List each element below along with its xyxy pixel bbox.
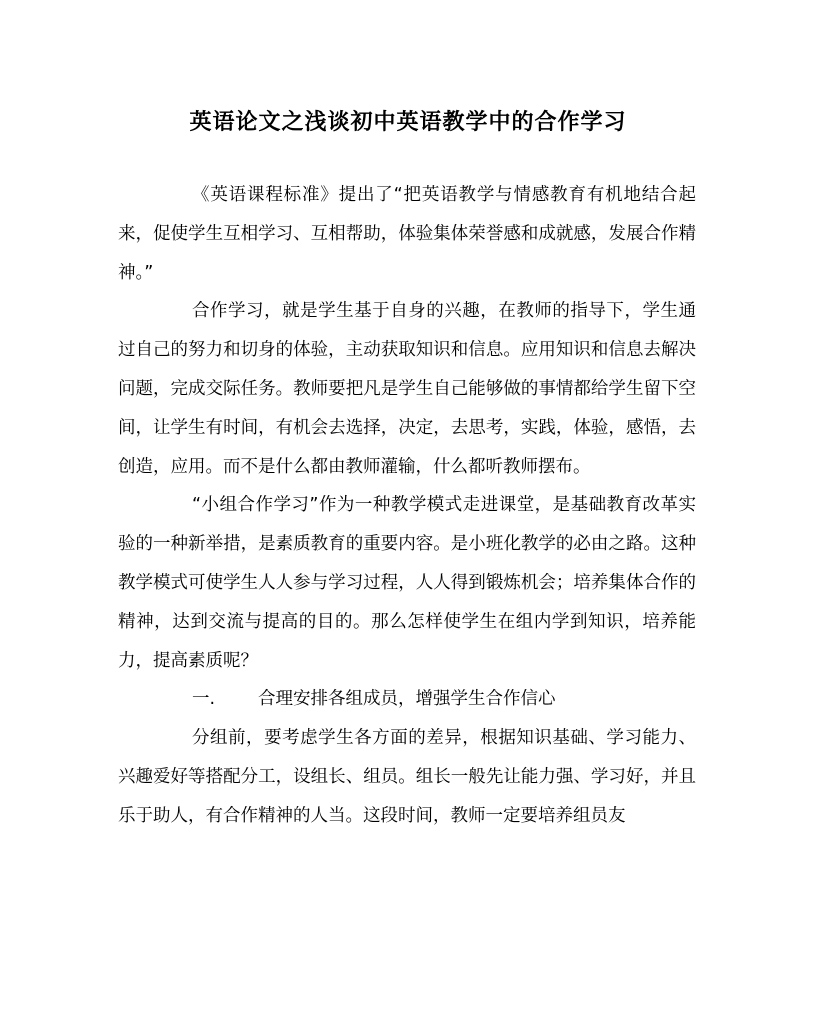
document-title: 英语论文之浅谈初中英语教学中的合作学习 <box>189 109 627 135</box>
section-heading-text: 合理安排各组成员，增强学生合作信心 <box>258 689 556 710</box>
paragraph-grouping: 分组前，要考虑学生各方面的差异，根据知识基础、学习能力、兴趣爱好等搭配分工，设组长、组员。组长一般先让能力强、学习好，并且乐于助人，有合作精神的人当。这段时间，教师一定要培养组员友 <box>118 728 696 826</box>
paragraph-curriculum-standard: 《英语课程标准》提出了“把英语教学与情感教育有机地结合起来，促使学生互相学习、互相帮助，体验集体荣誉感和成就感，发展合作精神。” <box>118 185 696 283</box>
section-heading <box>118 680 696 719</box>
paragraph-cooperative-learning-definition: 合作学习，就是学生基于自身的兴趣，在教师的指导下，学生通过自己的努力和切身的体验，主动获取知识和信息。应用知识和信息去解决问题，完成交际任务。教师要把凡是学生自己能够做的事情都给学生留下空间，让学生有时间，有机会去选择，决定，去思考，实践，体验，感悟，去创造，应用。而不是什么都由教师灌输，什么都听教师摆布。 <box>118 301 696 477</box>
section-heading-number: 一. <box>192 689 216 710</box>
paragraph-group-learning-model: “小组合作学习”作为一种教学模式走进课堂，是基础教育改革实验的一种新举措，是素质教育的重要内容。是小班化教学的必由之路。这种教学模式可使学生人人参与学习过程，人人得到锻炼机会；培养集体合作的精神，达到交流与提高的目的。那么怎样使学生在组内学到知识，培养能力，提高素质呢？ <box>118 495 696 671</box>
document-body <box>118 176 696 836</box>
